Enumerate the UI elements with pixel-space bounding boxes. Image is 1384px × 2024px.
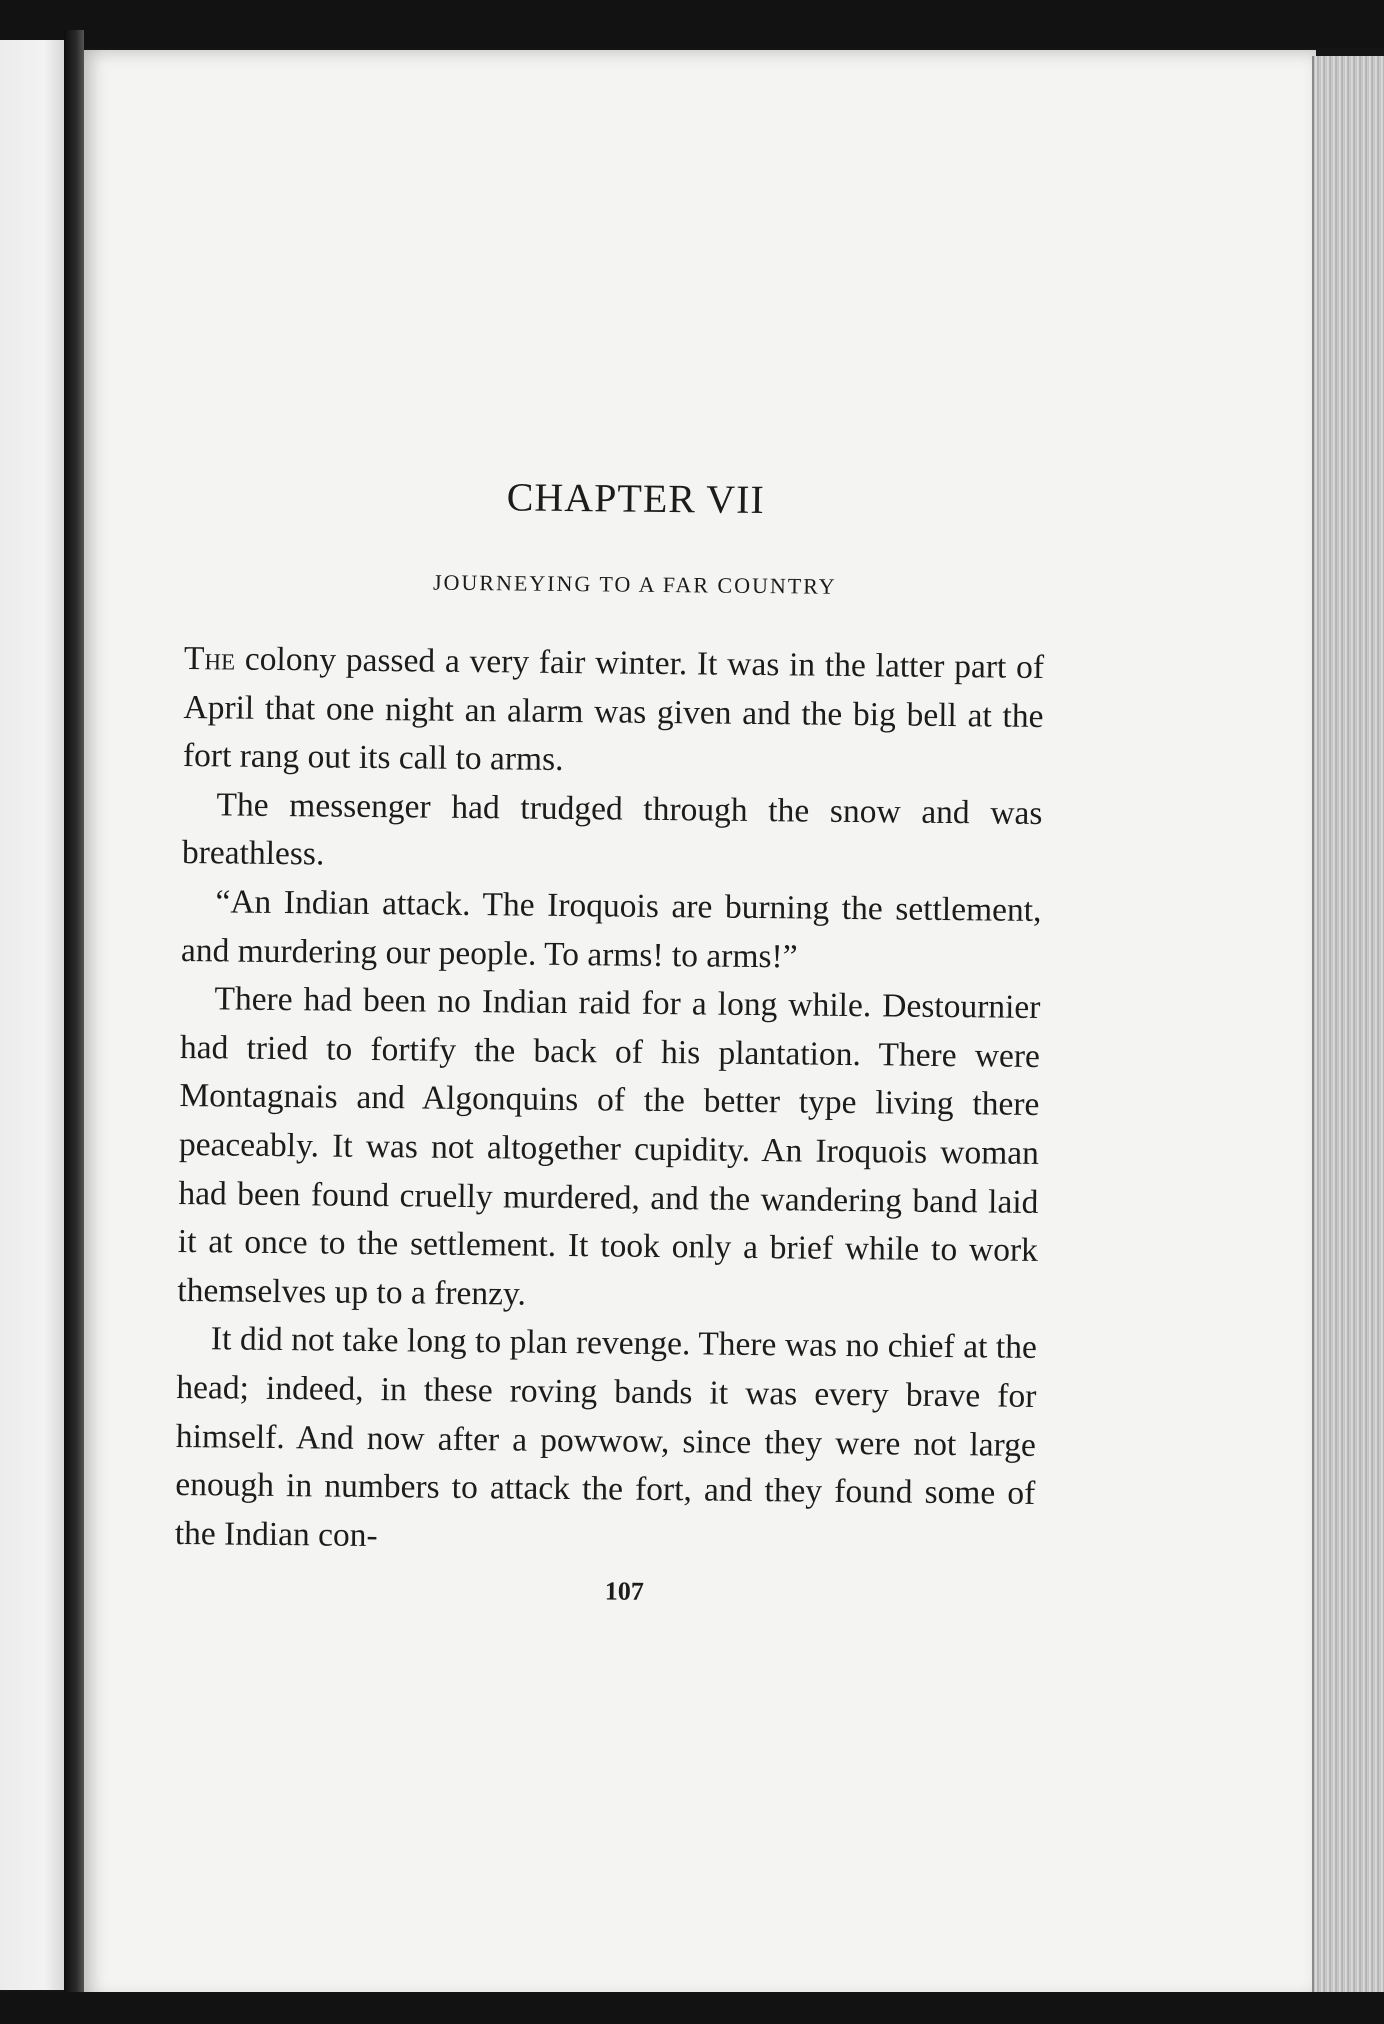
page-number: 107 (604, 1576, 644, 1607)
chapter-title: JOURNEYING TO A FAR COUNTRY (432, 569, 837, 599)
paragraph-2: The messenger had trudged through the snow and was breathless. (181, 786, 1043, 873)
scan-top-border (0, 0, 1384, 48)
paragraph-5: It did not take long to plan revenge. There was no chief at the head; indeed, in these roving bands it was every brave for himself. And now after a powwow, since they were not large enough in numbers to attack the fort, and they found some of the Indian con- (174, 1320, 1038, 1554)
page-text-block (174, 470, 1046, 1611)
facing-page-edge (0, 40, 64, 1990)
scan-bottom-border (0, 1992, 1384, 2024)
paragraph-4: There had been no Indian raid for a long while. Destournier had tried to fortify the back of his plantation. There were Montagnais and Algonquins of the better type living there peaceably. It was not altogether cupidity. An Iroquois woman had been found cruelly murdered, and the wandering band laid it at once to the settlement. It took only a brief while to work themselves up to a frenzy. (177, 980, 1041, 1313)
paragraph-3: “An Indian attack. The Iroquois are burning the settlement, and murdering our people. To arms! to arms!” (180, 883, 1042, 975)
page-edges (1312, 56, 1384, 1996)
paragraph-1-text: colony passed a very fair winter. It was in the latter part of April that one night an alarm was given and the big bell at the fort rang out its call to arms. (182, 640, 1045, 779)
drop-lead-word: The (183, 639, 236, 678)
paragraph-1 (183, 635, 1044, 790)
chapter-body (175, 635, 1045, 1567)
chapter-number: CHAPTER VII (506, 474, 765, 523)
book-gutter (64, 30, 84, 2010)
